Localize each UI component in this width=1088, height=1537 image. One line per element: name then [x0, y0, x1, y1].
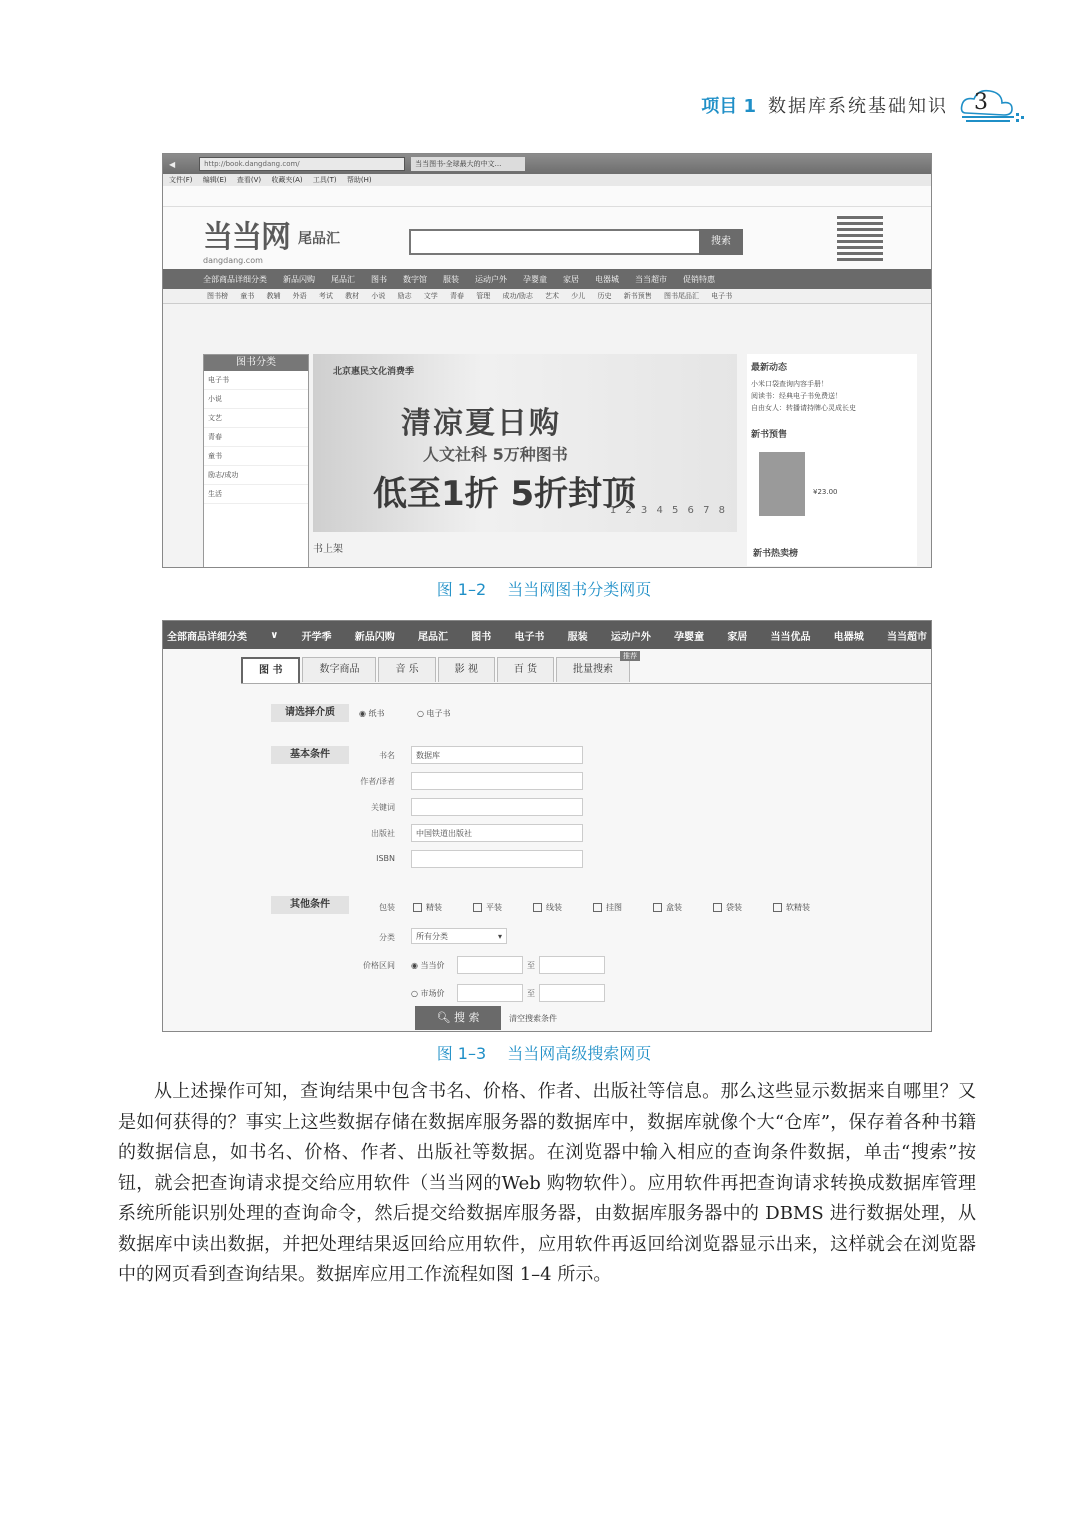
site-top-bar [163, 186, 931, 207]
nav-item[interactable]: 图书 [371, 274, 387, 284]
news-item[interactable]: 自由女人：转播请持牌心灵成长史 [751, 404, 856, 412]
browser-tab[interactable]: 当当图书-全球最大的中文... [411, 157, 525, 171]
other-conditions-label: 其他条件 [271, 896, 349, 914]
sidebar-item[interactable]: 童书 [204, 447, 308, 466]
new-arrival-heading[interactable]: 书上架 [313, 544, 343, 555]
nav-item[interactable]: 新品闪购 [283, 274, 315, 284]
sidebar-item[interactable]: 青春 [204, 428, 308, 447]
nav-item[interactable]: 家居 [727, 631, 748, 643]
browser-title-bar [163, 154, 931, 174]
clear-conditions-link[interactable]: 清空搜索条件 [509, 1014, 557, 1023]
news-panel [747, 354, 917, 566]
hot-list-heading[interactable]: 新书热卖榜 [753, 549, 799, 559]
banner-promo: 低至1折 5折封顶 [373, 474, 637, 514]
menu-edit[interactable]: 编辑(E) [202, 176, 227, 184]
menu-favorites[interactable]: 收藏夹(A) [271, 176, 303, 184]
checkbox-label: 线装 [546, 903, 562, 912]
radio-market-price[interactable]: ○ 市场价 [411, 989, 445, 998]
tab-batch-search[interactable]: 批量搜索 [556, 657, 630, 682]
title-field[interactable]: 数据库 [411, 746, 583, 764]
nav-item[interactable]: 家居 [563, 274, 579, 284]
book-category-row[interactable]: 图书榜 童书 教辅 外语 考试 教材 小说 励志 文学 青春 管理 成功/励志 艺术 少儿 历史 新书预售 图书尾品汇 电子书 [163, 289, 931, 304]
binding-checkbox[interactable] [593, 902, 622, 913]
search-icon: 🔍︎ [436, 1011, 451, 1024]
tab-video[interactable]: 影 视 [438, 657, 495, 682]
sidebar-item[interactable]: 文艺 [204, 409, 308, 428]
checkbox-label: 挂图 [606, 903, 622, 912]
site-logo-extra[interactable]: 尾品汇 [298, 231, 340, 247]
price-range-label: 价格区间 [363, 961, 395, 970]
market-price-max-input[interactable] [539, 984, 605, 1002]
promo-banner[interactable] [313, 354, 737, 532]
search-nav-bar [163, 621, 931, 649]
category-select-value: 所有分类 [416, 932, 448, 941]
radio-label: 当当价 [420, 961, 445, 970]
keyword-field[interactable] [411, 798, 583, 816]
basic-conditions-label: 基本条件 [271, 746, 349, 764]
radio-label: 纸书 [368, 709, 385, 718]
category-label: 分类 [379, 933, 395, 942]
banner-subtitle: 人文社科 5万种图书 [423, 445, 568, 464]
nav-item[interactable]: 开学季 [301, 631, 332, 643]
author-field-label: 作者/译者 [360, 777, 395, 786]
page-number: 3 [974, 90, 988, 115]
market-price-to-label: 至 [527, 989, 535, 998]
binding-checkbox[interactable] [713, 902, 742, 913]
address-bar[interactable]: http://book.dangdang.com/ [199, 157, 405, 171]
figure-book-category-screenshot [162, 153, 932, 568]
price-max-input[interactable] [539, 956, 605, 974]
figure-advanced-search-screenshot [162, 620, 932, 1032]
nav-item[interactable]: 电器城 [595, 274, 619, 284]
nav-item[interactable]: 服装 [567, 631, 588, 643]
banner-title: 清凉夏日购 [401, 406, 561, 441]
nav-item[interactable]: 孕婴童 [523, 274, 547, 284]
caption-text: 当当网高级搜索网页 [507, 1044, 652, 1063]
medium-label: 请选择介质 [271, 704, 349, 722]
caption-number: 图 1–2 [436, 580, 487, 599]
book-cover-image[interactable] [759, 452, 805, 516]
nav-item[interactable]: 新品闪购 [354, 631, 395, 643]
nav-item[interactable]: 尾品汇 [331, 274, 355, 284]
body-paragraph: 从上述操作可知，查询结果中包含书名、价格、作者、出版社等信息。那么这些显示数据来自哪里？又是如何获得的？事实上这些数据存储在数据库服务器的数据库中，数据库就像个大“仓库”，保存着各种书籍的数据信息，如书名、价格、作者、出版社等数据。在浏览器中输入相应的查询条件数据，单击“搜索”按钮，就会把查询请求提交给应用软件（当当网的Web 购物软件）。应用软件再把查询请求转换成数据库管理系统所能识别处理的查询命令，然后提交给数据库服务器，由数据库服务器中的 DBMS 进行数据处理，从数据库中读出数据，并把处理结果返回给应用软件，应用软件再返回给浏览器显示出来，这样就会在浏览器中的网页看到查询结果。数据库应用工作流程如图 1–4 所示。 [118, 1081, 976, 1285]
book-category-sidebar [203, 354, 309, 568]
nav-item[interactable]: 运动户外 [610, 631, 651, 643]
site-search-button[interactable]: 搜索 [699, 229, 743, 255]
back-icon[interactable]: ◀ [169, 159, 176, 169]
cloud-icon [956, 85, 1028, 125]
sidebar-item[interactable]: 生活 [204, 485, 308, 504]
checkbox-label: 袋装 [726, 903, 742, 912]
tab-music[interactable]: 音 乐 [378, 657, 435, 682]
binding-label: 包装 [379, 903, 395, 912]
search-tabs [241, 657, 632, 683]
publisher-field-label: 出版社 [371, 829, 395, 838]
site-logo-row [163, 207, 931, 269]
advanced-search-form [241, 683, 931, 1032]
sidebar-item[interactable]: 小说 [204, 390, 308, 409]
search-button-label: 搜 索 [453, 1011, 480, 1024]
page-header [701, 88, 1028, 122]
radio-dangdang-price[interactable]: ◉ 当当价 [411, 961, 445, 970]
radio-ebook[interactable]: ○ 电子书 [417, 709, 451, 718]
sidebar-title: 图书分类 [204, 355, 308, 371]
title-field-label: 书名 [379, 751, 395, 760]
banner-top-text: 北京惠民文化消费季 [333, 367, 415, 377]
isbn-field-label: ISBN [376, 854, 395, 863]
nav-item[interactable]: 电器城 [833, 631, 864, 643]
radio-label: 市场价 [420, 989, 445, 998]
nav-item[interactable]: 电子书 [514, 631, 545, 643]
site-nav-bar [163, 269, 931, 289]
search-button[interactable] [415, 1006, 501, 1030]
radio-label: 电子书 [426, 709, 451, 718]
nav-item[interactable]: 服装 [443, 274, 459, 284]
browser-menu-bar [163, 174, 931, 186]
news-item[interactable]: 小米口袋查询内容手册！ [751, 380, 828, 388]
sidebar-item[interactable]: 电子书 [204, 371, 308, 390]
checkbox-label: 平装 [486, 903, 502, 912]
checkbox-label: 精装 [426, 903, 442, 912]
price-to-label: 至 [527, 961, 535, 970]
menu-file[interactable]: 文件(F) [169, 176, 193, 184]
tab-general[interactable]: 百 货 [497, 657, 554, 682]
chevron-down-icon: ▾ [497, 932, 502, 941]
qr-code-icon [837, 215, 883, 261]
tab-books[interactable]: 图 书 [241, 657, 300, 683]
news-item[interactable]: 阅读书：经典电子书免费送！ [751, 392, 842, 400]
isbn-field[interactable] [411, 850, 583, 868]
checkbox-label: 软精装 [786, 903, 810, 912]
nav-item[interactable]: 孕婴童 [674, 631, 705, 643]
binding-checkbox[interactable] [533, 902, 562, 913]
keyword-field-label: 关键词 [371, 803, 395, 812]
nav-item[interactable]: 尾品汇 [418, 631, 448, 643]
book-price: ¥23.00 [813, 488, 838, 496]
site-logo[interactable]: 当当网 [203, 219, 290, 255]
menu-help[interactable]: 帮助(H) [346, 176, 372, 184]
nav-item[interactable]: 当当超市 [886, 631, 927, 643]
nav-item[interactable]: 图书 [471, 631, 492, 643]
publisher-field[interactable]: 中国铁道出版社 [411, 824, 583, 842]
figure-caption [0, 1041, 1088, 1064]
binding-checkbox[interactable] [413, 902, 442, 913]
nav-item[interactable]: 促销特惠 [683, 274, 715, 284]
checkbox-label: 盒装 [666, 903, 682, 912]
market-price-min-input[interactable] [457, 984, 523, 1002]
menu-tools[interactable]: 工具(T) [312, 176, 337, 184]
nav-item[interactable]: 运动户外 [475, 274, 507, 284]
banner-pagination[interactable]: 1 2 3 4 5 6 7 8 [609, 505, 725, 516]
header-chapter-title: 数据库系统基础知识 [768, 96, 948, 117]
chevron-down-icon[interactable]: ∨ [270, 629, 279, 641]
news-heading: 最新动态 [751, 363, 788, 373]
sidebar-item[interactable]: 励志/成功 [204, 466, 308, 485]
header-project: 项目 1 [701, 96, 756, 117]
category-select[interactable] [411, 928, 507, 944]
tab-badge: 推荐 [620, 651, 640, 661]
nav-item[interactable]: 全部商品详细分类 [203, 274, 267, 284]
nav-item[interactable]: 当当优品 [770, 631, 811, 643]
site-search-input[interactable] [409, 229, 703, 255]
binding-checkbox[interactable] [653, 902, 682, 913]
nav-item[interactable]: 当当超市 [635, 274, 667, 284]
nav-item[interactable]: 全部商品详细分类 [167, 631, 247, 643]
nav-item[interactable]: 数字馆 [403, 274, 427, 284]
figure-caption [0, 577, 1088, 600]
binding-checkbox[interactable] [473, 902, 502, 913]
site-logo-domain: dangdang.com [203, 255, 263, 265]
binding-checkbox[interactable] [773, 902, 810, 913]
presale-heading: 新书预售 [751, 430, 788, 440]
price-min-input[interactable] [457, 956, 523, 974]
radio-paper-book[interactable]: ◉ 纸书 [359, 709, 385, 718]
author-field[interactable] [411, 772, 583, 790]
menu-view[interactable]: 查看(V) [236, 176, 262, 184]
caption-number: 图 1–3 [436, 1044, 487, 1063]
caption-text: 当当网图书分类网页 [507, 580, 652, 599]
tab-digital[interactable]: 数字商品 [302, 657, 376, 682]
